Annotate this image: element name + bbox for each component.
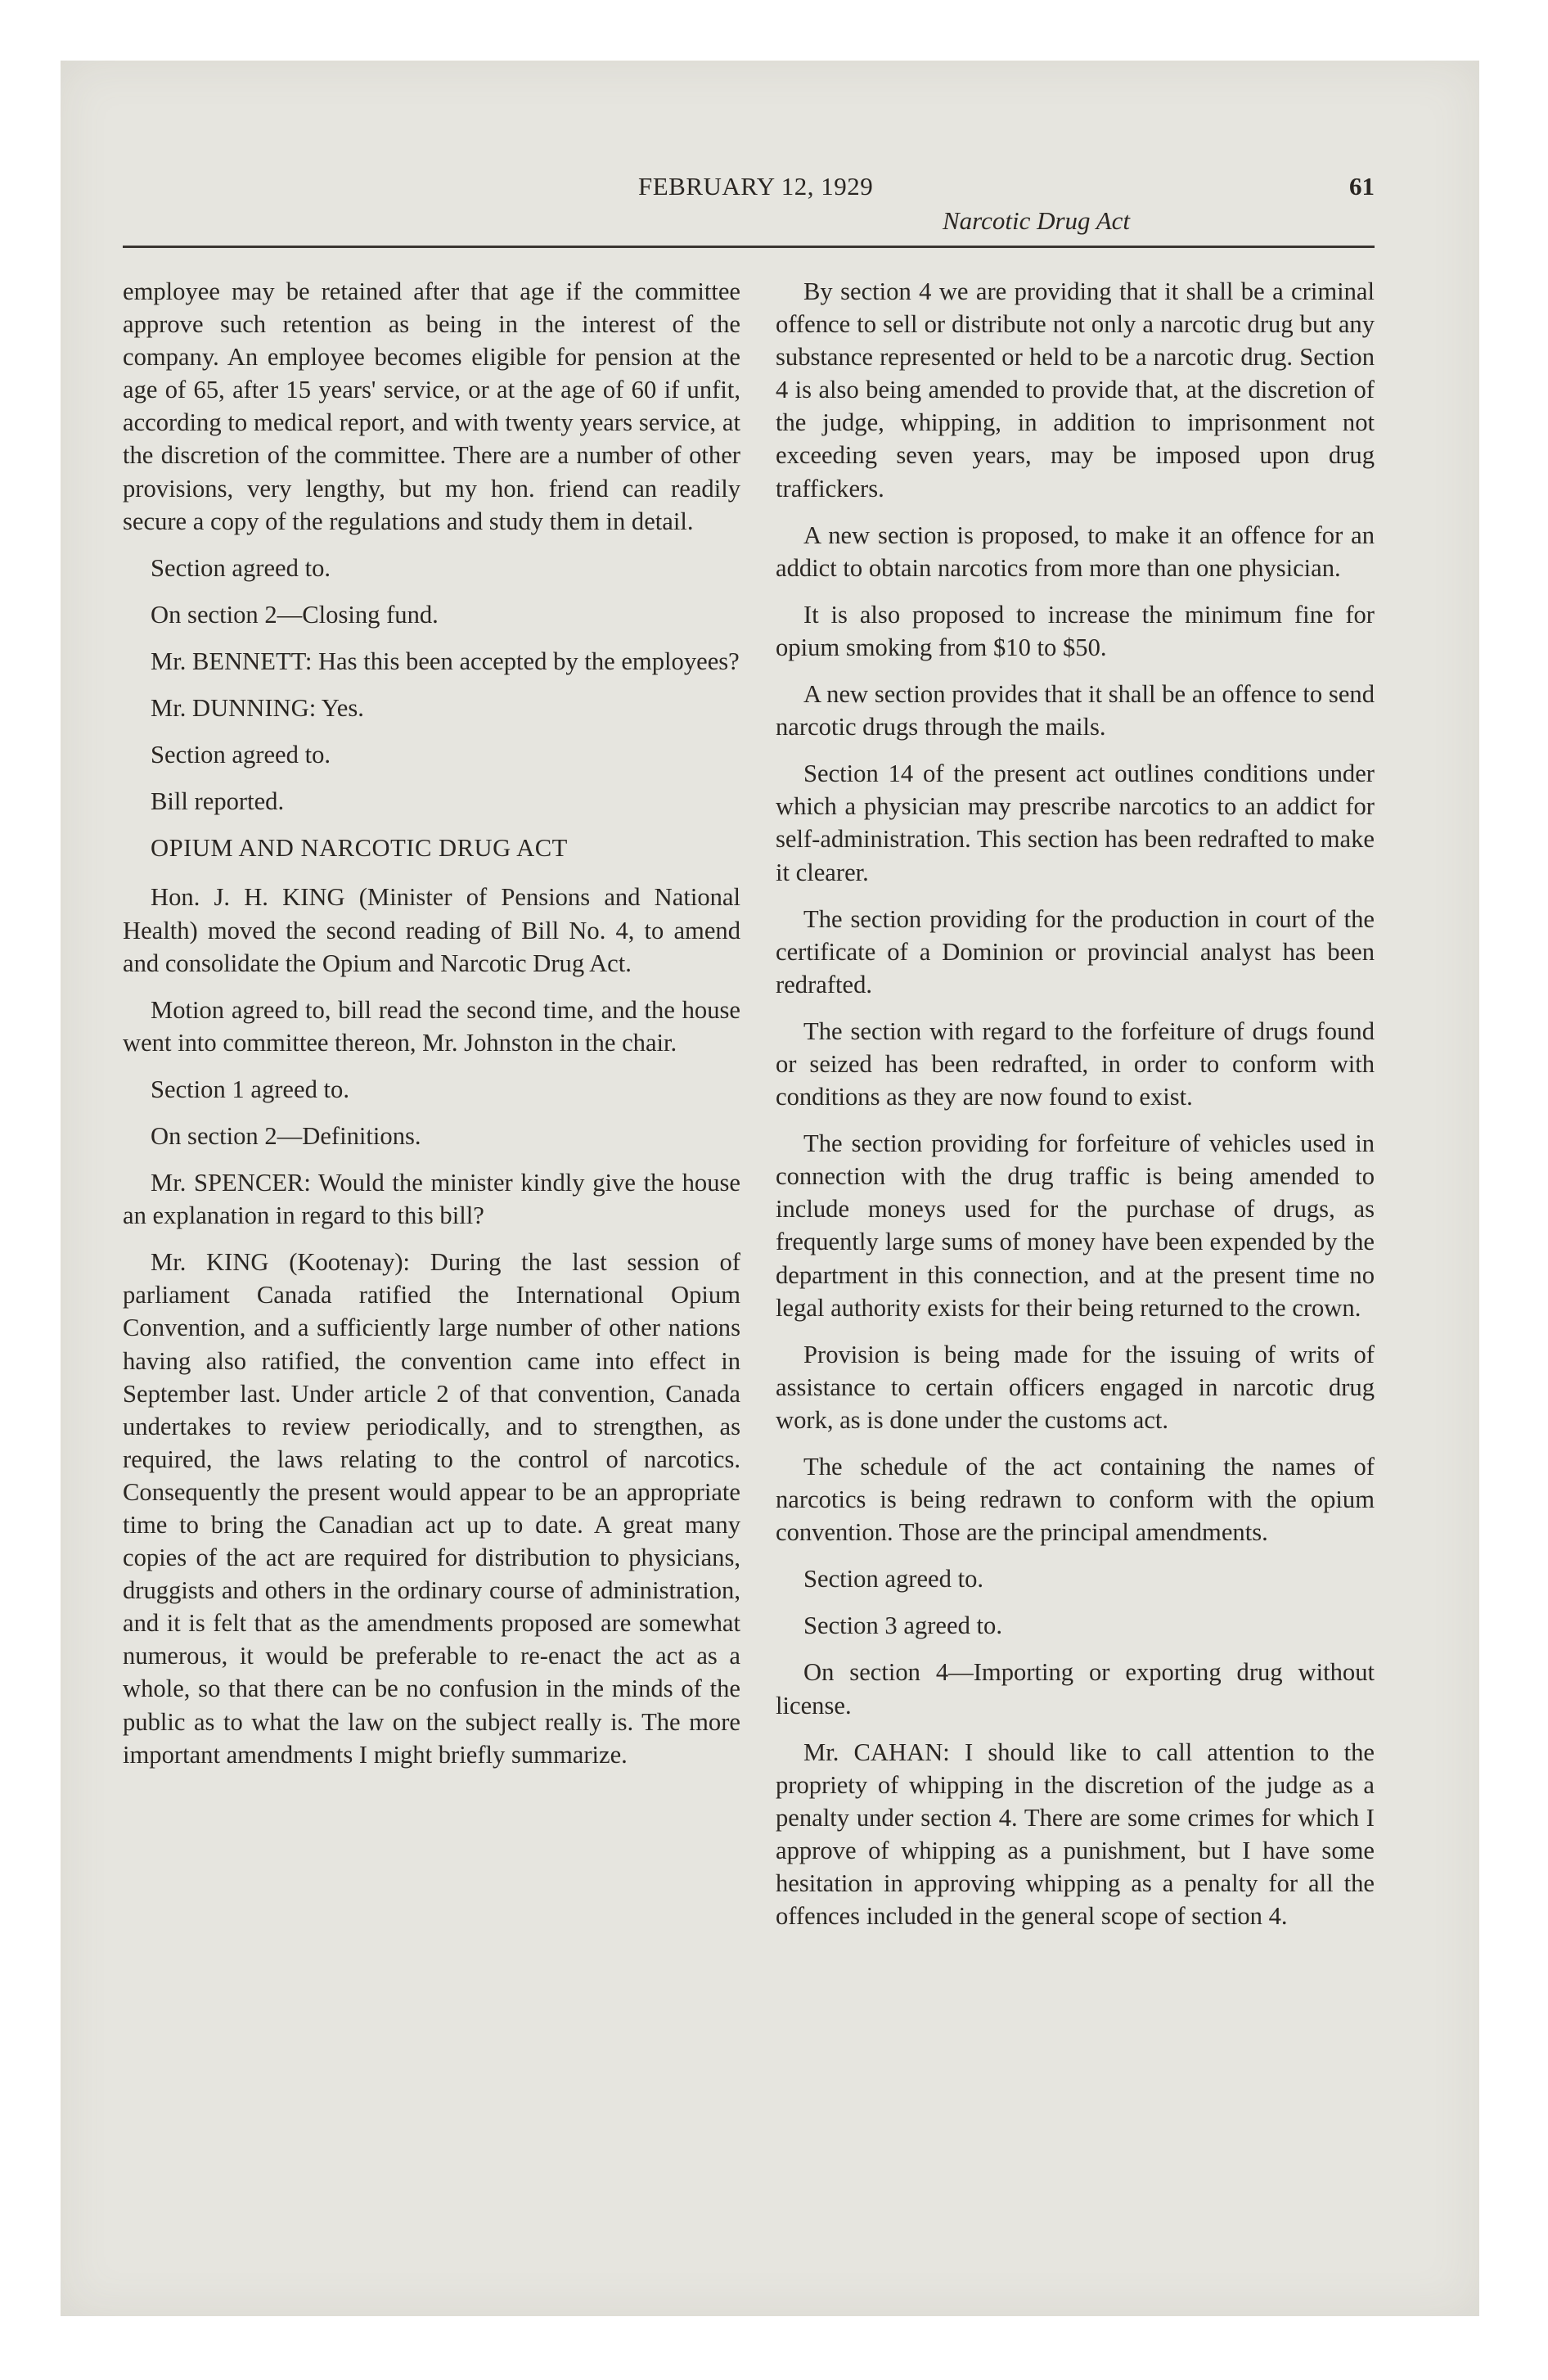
header-date: FEBRUARY 12, 1929 (638, 172, 874, 201)
paragraph: Mr. SPENCER: Would the minister kindly give the house an explanation in regard to this bill? (123, 1169, 740, 1230)
left-column (123, 275, 740, 1785)
page-header (123, 172, 1375, 246)
paragraph: By section 4 we are providing that it shall be a criminal offence to sell or distribute not only a narcotic drug but any substance represented or held to be a narcotic drug. Section 4 is also being amended to provide that, at the discretion of the judge, whipping, in addition to imprisonment not exceeding seven years, may be imposed upon drug traffickers. (776, 277, 1375, 503)
header-rule (123, 246, 1375, 248)
paragraph: Section agreed to. (151, 553, 331, 582)
paragraph: On section 2—Definitions. (151, 1121, 421, 1150)
paragraph: Mr. CAHAN: I should like to call attention to the propriety of whipping in the discretion of the judge as a penalty under section 4. There are some crimes for which I approve of whipping as a punishment, but I have some hesitation in approving whipping as a penalty for all the offences included in the general scope of section 4. (776, 1738, 1375, 1931)
paragraph: Section 14 of the present act outlines conditions under which a physician may prescribe narcotics to an addict for self-administration. This section has been redrafted to make it clearer. (776, 760, 1375, 886)
paragraph: On section 2—Closing fund. (151, 600, 439, 629)
page-number: 61 (1349, 172, 1375, 201)
paragraph: employee may be retained after that age if the committee approve such retention as being in the interest of the company. An employee becomes eligible for pension at the age of 65, after 15 years' service, or at the age of 60 if unfit, according to medical report, and with twenty years service, at the discretion of the committee. There are a number of other provisions, very lengthy, but my hon. friend can readily secure a copy of the regulations and study them in detail. (123, 277, 740, 535)
paragraph: The section providing for the production in court of the certificate of a Dominion or provincial analyst has been redrafted. (776, 904, 1375, 998)
paragraph: Section agreed to. (803, 1565, 984, 1593)
paragraph: The section providing for forfeiture of vehicles used in connection with the drug traffic is being amended to include moneys used for the purchase of drugs, as frequently large sums of money have been expended by the department in this connection, and at the present time no legal authority exists for their being returned to the crown. (776, 1129, 1375, 1322)
header-subtitle: Narcotic Drug Act (943, 206, 1131, 235)
paragraph: Hon. J. H. KING (Minister of Pensions and National Health) moved the second reading of Bill No. 4, to amend and consolidate the Opium and Narcotic Drug Act. (123, 883, 740, 977)
paragraph: Section 3 agreed to. (803, 1611, 1002, 1640)
paragraph: On section 4—Importing or exporting drug without license. (776, 1658, 1375, 1720)
paragraph: Motion agreed to, bill read the second time, and the house went into committee thereon, Mr. Johnston in the chair. (123, 995, 740, 1057)
right-column (776, 275, 1375, 1946)
paragraph: It is also proposed to increase the minimum fine for opium smoking from $10 to $50. (776, 600, 1375, 661)
paragraph: Mr. KING (Kootenay): During the last session of parliament Canada ratified the International Opium Convention, and a sufficiently large number of other nations having also ratified, the convention came into effect in September last. Under article 2 of that convention, Canada undertakes to review periodically, and to strengthen, as required, the laws relating to the control of narcotics. Consequently the present would appear to be an appropriate time to bring the Canadian act up to date. A great many copies of the act are required for distribution to physicians, druggists and others in the ordinary course of administration, and it is felt that as the amendments proposed are somewhat numerous, it would be preferable to re-enact the act as a whole, so that there can be no confusion in the minds of the public as to what the law on the subject really is. The more important amendments I might briefly summarize. (123, 1248, 740, 1769)
paragraph: The schedule of the act containing the names of narcotics is being redrawn to conform with the opium convention. Those are the principal amendments. (776, 1453, 1375, 1547)
paragraph: Mr. BENNETT: Has this been accepted by the employees? (151, 647, 740, 675)
paragraph: The section with regard to the forfeiture of drugs found or seized has been redrafted, in order to conform with conditions as they are now found to exist. (776, 1016, 1375, 1111)
paragraph: Mr. DUNNING: Yes. (151, 694, 364, 723)
paragraph: Provision is being made for the issuing of writs of assistance to certain officers engaged in narcotic drug work, as is done under the customs act. (776, 1340, 1375, 1434)
paragraph: A new section is proposed, to make it an offence for an addict to obtain narcotics from more than one physician. (776, 521, 1375, 582)
paragraph: Section 1 agreed to. (151, 1075, 349, 1103)
paragraph: Bill reported. (151, 787, 285, 816)
paragraph: A new section provides that it shall be an offence to send narcotic drugs through the mails. (776, 680, 1375, 741)
paragraph: Section agreed to. (151, 741, 331, 769)
section-heading: OPIUM AND NARCOTIC DRUG ACT (151, 834, 568, 863)
